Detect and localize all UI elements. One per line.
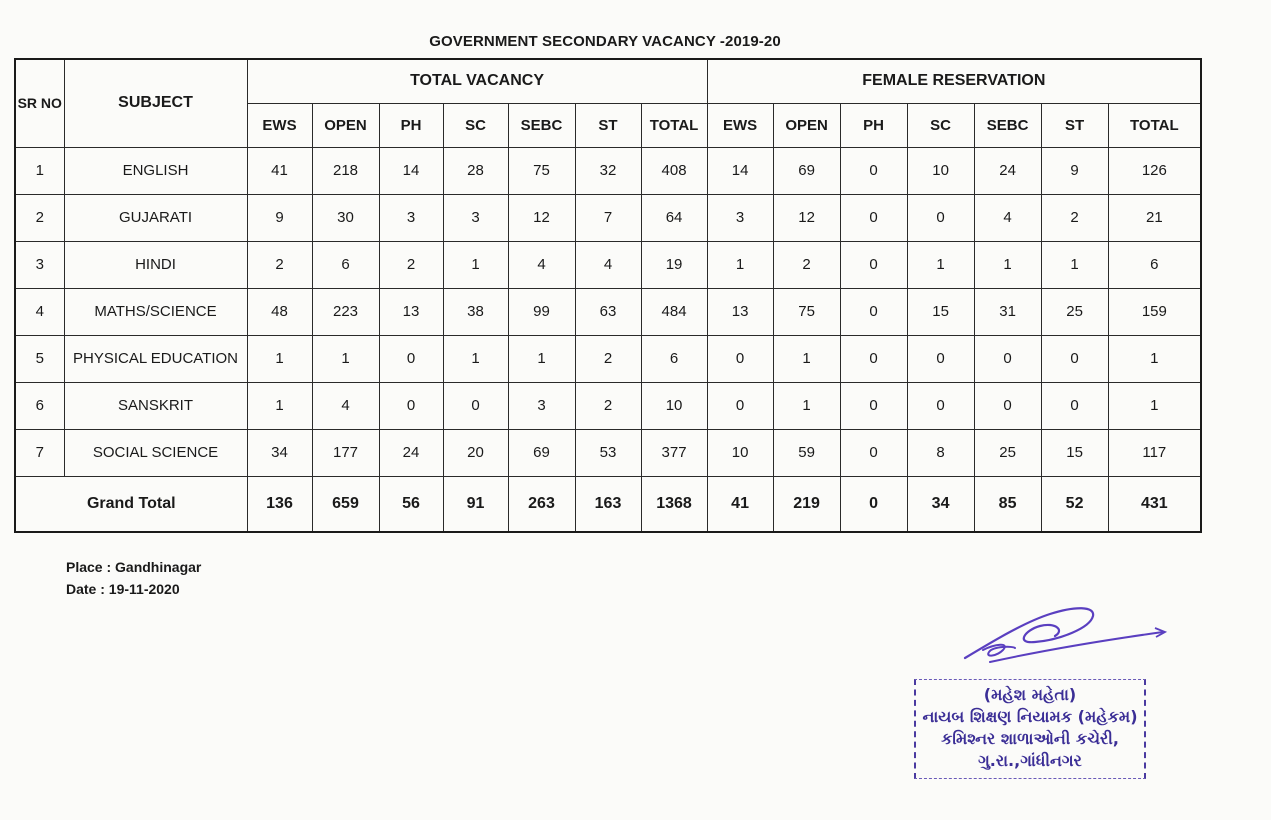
value-cell: 223 — [312, 288, 379, 335]
table-row — [15, 194, 1201, 241]
value-cell: 9 — [247, 194, 312, 241]
value-cell: 4 — [312, 382, 379, 429]
subject-cell: SOCIAL SCIENCE — [64, 429, 247, 476]
header-col-8: OPEN — [773, 103, 840, 147]
value-cell: 0 — [974, 382, 1041, 429]
value-cell: 69 — [508, 429, 575, 476]
value-cell: 19 — [641, 241, 707, 288]
value-cell: 15 — [1041, 429, 1108, 476]
value-cell: 3 — [443, 194, 508, 241]
value-cell: 0 — [840, 288, 907, 335]
value-cell: 4 — [974, 194, 1041, 241]
header-female-reservation: FEMALE RESERVATION — [707, 59, 1201, 103]
value-cell: 24 — [379, 429, 443, 476]
table-row — [15, 335, 1201, 382]
value-cell: 0 — [840, 429, 907, 476]
grand-total-cell: 52 — [1041, 476, 1108, 532]
value-cell: 1 — [312, 335, 379, 382]
value-cell: 31 — [974, 288, 1041, 335]
value-cell: 0 — [907, 382, 974, 429]
sr-no-cell: 3 — [15, 241, 64, 288]
grand-total-cell: 263 — [508, 476, 575, 532]
value-cell: 32 — [575, 147, 641, 194]
value-cell: 25 — [974, 429, 1041, 476]
value-cell: 1 — [443, 241, 508, 288]
value-cell: 1 — [1108, 335, 1201, 382]
sr-no-cell: 1 — [15, 147, 64, 194]
value-cell: 14 — [707, 147, 773, 194]
stamp-line-designation: નાયબ શિક્ષણ નિયામક (મહેકમ) — [922, 707, 1138, 726]
sr-no-cell: 6 — [15, 382, 64, 429]
value-cell: 12 — [773, 194, 840, 241]
header-col-7: EWS — [707, 103, 773, 147]
table-row — [15, 382, 1201, 429]
table-row — [15, 429, 1201, 476]
header-col-3: SC — [443, 103, 508, 147]
header-col-0: EWS — [247, 103, 312, 147]
value-cell: 0 — [974, 335, 1041, 382]
value-cell: 2 — [1041, 194, 1108, 241]
subject-cell: MATHS/SCIENCE — [64, 288, 247, 335]
grand-total-cell: 0 — [840, 476, 907, 532]
value-cell: 15 — [907, 288, 974, 335]
grand-total-cell: 85 — [974, 476, 1041, 532]
grand-total-cell: 56 — [379, 476, 443, 532]
header-col-11: SEBC — [974, 103, 1041, 147]
value-cell: 2 — [379, 241, 443, 288]
grand-total-row — [15, 476, 1201, 532]
value-cell: 24 — [974, 147, 1041, 194]
table-row — [15, 241, 1201, 288]
value-cell: 6 — [312, 241, 379, 288]
value-cell: 0 — [840, 194, 907, 241]
value-cell: 159 — [1108, 288, 1201, 335]
sr-no-cell: 7 — [15, 429, 64, 476]
value-cell: 117 — [1108, 429, 1201, 476]
header-subject: SUBJECT — [64, 59, 247, 147]
value-cell: 69 — [773, 147, 840, 194]
header-col-10: SC — [907, 103, 974, 147]
value-cell: 1 — [508, 335, 575, 382]
subject-cell: ENGLISH — [64, 147, 247, 194]
value-cell: 6 — [641, 335, 707, 382]
value-cell: 10 — [641, 382, 707, 429]
value-cell: 28 — [443, 147, 508, 194]
header-col-4: SEBC — [508, 103, 575, 147]
value-cell: 2 — [247, 241, 312, 288]
value-cell: 34 — [247, 429, 312, 476]
value-cell: 10 — [707, 429, 773, 476]
value-cell: 99 — [508, 288, 575, 335]
table-row — [15, 147, 1201, 194]
value-cell: 63 — [575, 288, 641, 335]
header-col-1: OPEN — [312, 103, 379, 147]
value-cell: 53 — [575, 429, 641, 476]
value-cell: 64 — [641, 194, 707, 241]
grand-total-cell: 1368 — [641, 476, 707, 532]
grand-total-cell: 659 — [312, 476, 379, 532]
value-cell: 0 — [379, 382, 443, 429]
value-cell: 0 — [707, 335, 773, 382]
value-cell: 30 — [312, 194, 379, 241]
value-cell: 1 — [247, 335, 312, 382]
header-col-13: TOTAL — [1108, 103, 1201, 147]
value-cell: 1 — [907, 241, 974, 288]
value-cell: 75 — [773, 288, 840, 335]
subject-cell: PHYSICAL EDUCATION — [64, 335, 247, 382]
grand-total-cell: 91 — [443, 476, 508, 532]
header-col-6: TOTAL — [641, 103, 707, 147]
subject-cell: HINDI — [64, 241, 247, 288]
grand-total-cell: 219 — [773, 476, 840, 532]
value-cell: 1 — [773, 335, 840, 382]
header-col-2: PH — [379, 103, 443, 147]
value-cell: 6 — [1108, 241, 1201, 288]
value-cell: 0 — [707, 382, 773, 429]
subject-cell: SANSKRIT — [64, 382, 247, 429]
value-cell: 0 — [379, 335, 443, 382]
value-cell: 0 — [840, 147, 907, 194]
value-cell: 3 — [379, 194, 443, 241]
value-cell: 0 — [1041, 382, 1108, 429]
value-cell: 0 — [443, 382, 508, 429]
value-cell: 0 — [1041, 335, 1108, 382]
value-cell: 8 — [907, 429, 974, 476]
stamp-line-name: (મહેશ મહેતા) — [983, 685, 1077, 704]
value-cell: 377 — [641, 429, 707, 476]
stamp-line-location: ગુ.રા.,ગાંધીનગર — [978, 751, 1082, 770]
stamp-line-office: કમિશ્નર શાળાઓની કચેરી, — [941, 729, 1119, 748]
document-title: GOVERNMENT SECONDARY VACANCY -2019-20 — [429, 33, 781, 50]
value-cell: 2 — [575, 335, 641, 382]
grand-total-cell: 41 — [707, 476, 773, 532]
header-total-vacancy: TOTAL VACANCY — [247, 59, 707, 103]
value-cell: 1 — [707, 241, 773, 288]
value-cell: 408 — [641, 147, 707, 194]
value-cell: 1 — [247, 382, 312, 429]
header-col-5: ST — [575, 103, 641, 147]
sr-no-cell: 5 — [15, 335, 64, 382]
value-cell: 0 — [907, 194, 974, 241]
value-cell: 3 — [508, 382, 575, 429]
value-cell: 0 — [840, 241, 907, 288]
subject-cell: GUJARATI — [64, 194, 247, 241]
header-col-9: PH — [840, 103, 907, 147]
value-cell: 218 — [312, 147, 379, 194]
date-text: Date : 19-11-2020 — [66, 581, 180, 597]
value-cell: 13 — [707, 288, 773, 335]
value-cell: 0 — [840, 335, 907, 382]
value-cell: 14 — [379, 147, 443, 194]
signature — [955, 600, 1175, 675]
value-cell: 12 — [508, 194, 575, 241]
value-cell: 9 — [1041, 147, 1108, 194]
value-cell: 1 — [443, 335, 508, 382]
value-cell: 0 — [840, 382, 907, 429]
value-cell: 48 — [247, 288, 312, 335]
value-cell: 126 — [1108, 147, 1201, 194]
value-cell: 21 — [1108, 194, 1201, 241]
value-cell: 4 — [508, 241, 575, 288]
header-sr-no: SR NO — [15, 59, 64, 147]
value-cell: 2 — [575, 382, 641, 429]
value-cell: 75 — [508, 147, 575, 194]
value-cell: 41 — [247, 147, 312, 194]
table-body — [15, 147, 1201, 532]
value-cell: 1 — [974, 241, 1041, 288]
value-cell: 59 — [773, 429, 840, 476]
value-cell: 2 — [773, 241, 840, 288]
sr-no-cell: 2 — [15, 194, 64, 241]
value-cell: 7 — [575, 194, 641, 241]
value-cell: 38 — [443, 288, 508, 335]
value-cell: 1 — [773, 382, 840, 429]
grand-total-cell: 163 — [575, 476, 641, 532]
vacancy-table — [14, 58, 1202, 533]
value-cell: 4 — [575, 241, 641, 288]
official-stamp — [914, 679, 1146, 779]
value-cell: 1 — [1041, 241, 1108, 288]
value-cell: 1 — [1108, 382, 1201, 429]
value-cell: 0 — [907, 335, 974, 382]
grand-total-label: Grand Total — [15, 476, 247, 532]
value-cell: 177 — [312, 429, 379, 476]
grand-total-cell: 431 — [1108, 476, 1201, 532]
table-row — [15, 288, 1201, 335]
value-cell: 25 — [1041, 288, 1108, 335]
grand-total-cell: 136 — [247, 476, 312, 532]
value-cell: 3 — [707, 194, 773, 241]
sr-no-cell: 4 — [15, 288, 64, 335]
value-cell: 20 — [443, 429, 508, 476]
place-text: Place : Gandhinagar — [66, 559, 202, 575]
place-date-block — [66, 556, 201, 600]
value-cell: 484 — [641, 288, 707, 335]
value-cell: 10 — [907, 147, 974, 194]
header-col-12: ST — [1041, 103, 1108, 147]
grand-total-cell: 34 — [907, 476, 974, 532]
value-cell: 13 — [379, 288, 443, 335]
